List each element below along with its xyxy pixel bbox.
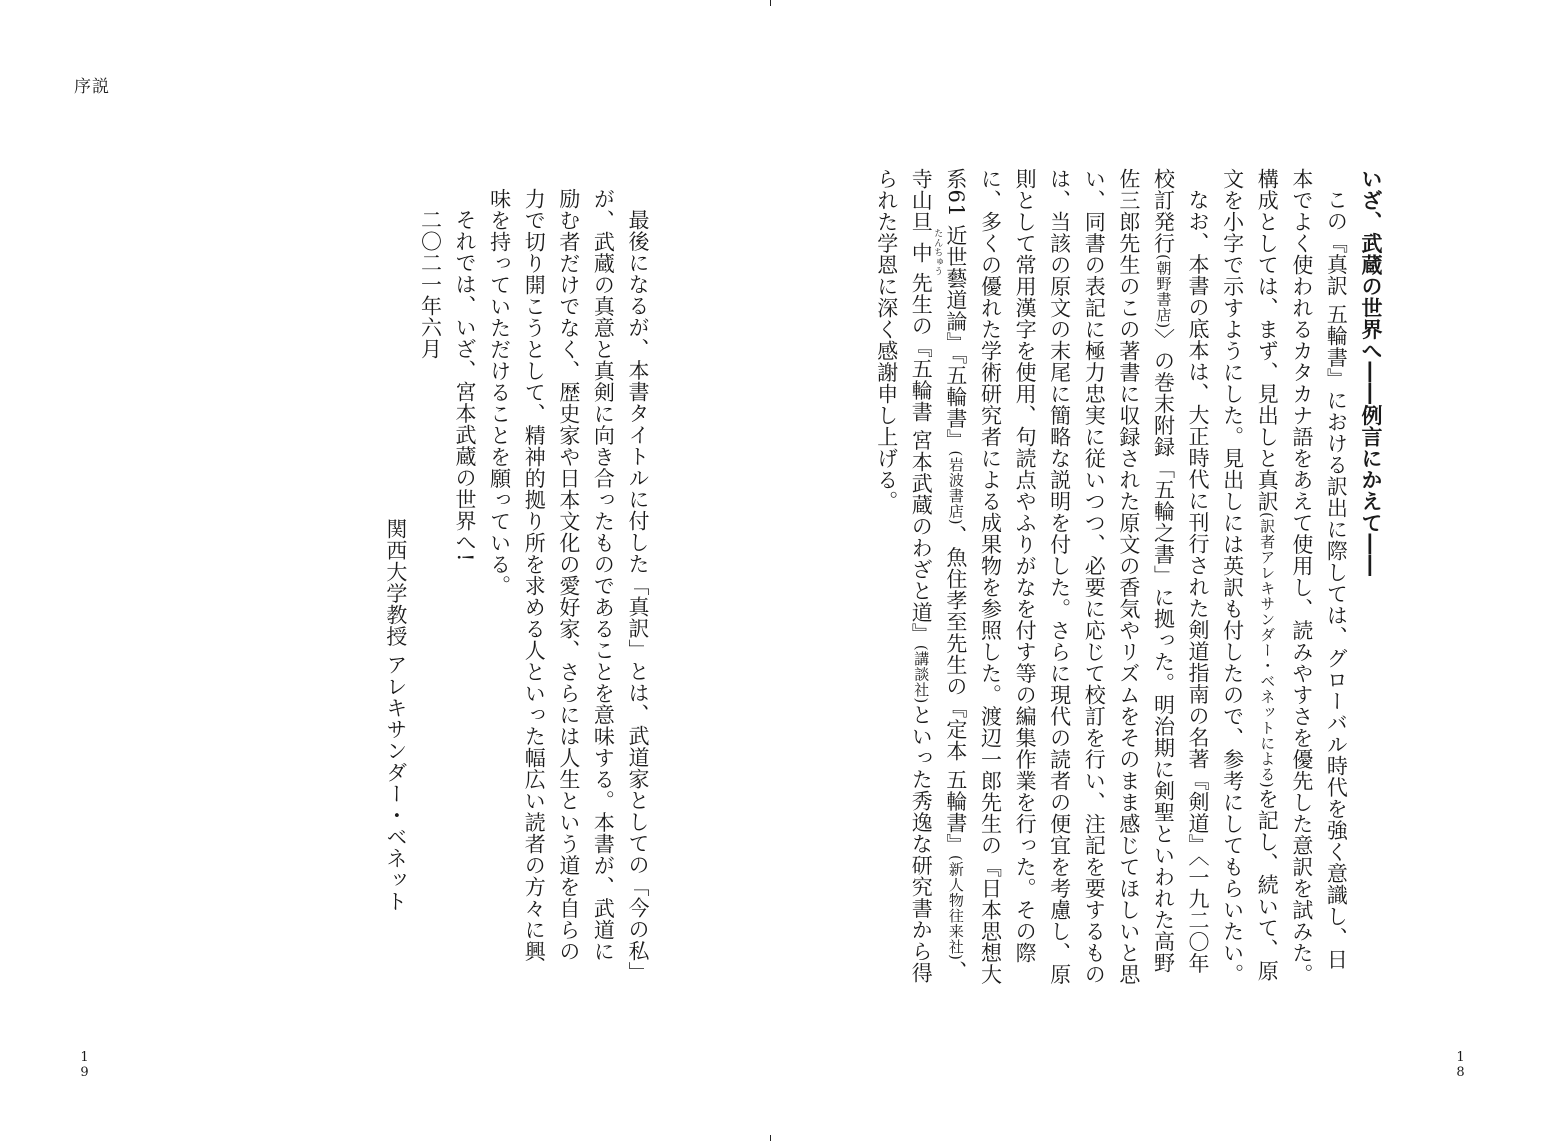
- paragraph-2-note-1: (朝野書店): [1154, 254, 1173, 329]
- paragraph-1: [1215, 168, 1353, 988]
- paragraph-2-text-d: 、寺山旦: [909, 168, 968, 983]
- paragraph-2: [869, 168, 1215, 988]
- furigana-tanchu: [909, 228, 943, 276]
- paragraph-2-text-f: といった秀逸な研究書から得られた学恩に深く感謝申し上げる。: [874, 168, 934, 984]
- running-header: 序説: [74, 77, 110, 97]
- paragraph-1-tail: を記し、続いて、原文を小字で示すようにした。見出しには英訳も付したので、参考にしてもらいたい。: [1220, 168, 1280, 985]
- crop-mark-bottom: [770, 1135, 771, 1141]
- paragraph-2-text-b: 〉の巻末附録「五輪之書」に拠った。明治期に剣聖といわれた高野佐三郎先生のこの著書に収録された原文の香気やリズムをそのまま感じてほしいと思い、同書の表記に極力忠実に従いつつ、必要に応じて校訂を行い、注記を要するものは、当該の原文の末尾に簡略な説明を付した。さらに現代の読者の便宜を考慮し、原則として常用漢字を使用、句読点やふりがなを付す等の編集作業を行った。その際に、多くの優れた学術研究者による成果物を参照した。渡辺一郎先生の『日本思想大系61 近世藝道論』『五輪書』: [943, 168, 1176, 985]
- section-heading: いざ、武蔵の世界へ――例言にかえて――: [1359, 168, 1383, 577]
- ruby-reading: たんちゅう: [932, 228, 943, 276]
- left-page-body: [370, 188, 655, 978]
- date-line: 二〇二一年六月: [418, 209, 443, 360]
- paragraph-3: 最後になるが、本書タイトルに付した「真訳」とは、武道家としての「今の私」が、武蔵の真意と真剣に向き合ったものであることを意味する。本書が、武道に励む者だけでなく、歴史家や日本文化の愛好家、さらには人生という道を自らの力で切り開こうとして、精神的拠り所を求める人といった幅広い読者の方々に興味を持っていただけることを願っている。: [487, 188, 650, 973]
- right-page-body: [874, 168, 1388, 988]
- page-number-right: 18: [1453, 1050, 1468, 1080]
- paragraph-2-text-e: 先生の『五輪書 宮本武蔵のわざと道』: [909, 272, 934, 645]
- paragraph-2-text-c: 、魚住孝至先生の『定本 五輪書』: [943, 525, 968, 855]
- paragraph-2-note-2: (岩波書店): [946, 450, 965, 526]
- paragraph-2-note-4: (講談社): [912, 644, 931, 704]
- paragraph-1-text: この『真訳 五輪書』における訳出に際しては、グローバル時代を強く意識し、日本でよく使われるカタカナ語をあえて使用し、読みやすさを優先した意訳を試みた。構成としては、まず、見出しと真訳: [1255, 168, 1349, 985]
- crop-mark-top: [770, 0, 771, 6]
- paragraph-2-note-3: (新人物往来社): [946, 854, 965, 961]
- paragraph-4: それでは、いざ、宮本武蔵の世界へ!: [453, 209, 478, 562]
- paragraph-1-note: (訳者アレキサンダー・ベネットによる): [1258, 512, 1277, 789]
- ruby-base: 中: [909, 228, 934, 276]
- author-signature: 関西大学教授 アレキサンダー・ベネット: [383, 518, 408, 913]
- page-number-left: 19: [77, 1050, 92, 1080]
- paragraph-2-text-a: なお、本書の底本は、大正時代に刊行された剣道指南の名著『剣道』〈一九二〇年校訂発行: [1151, 168, 1211, 974]
